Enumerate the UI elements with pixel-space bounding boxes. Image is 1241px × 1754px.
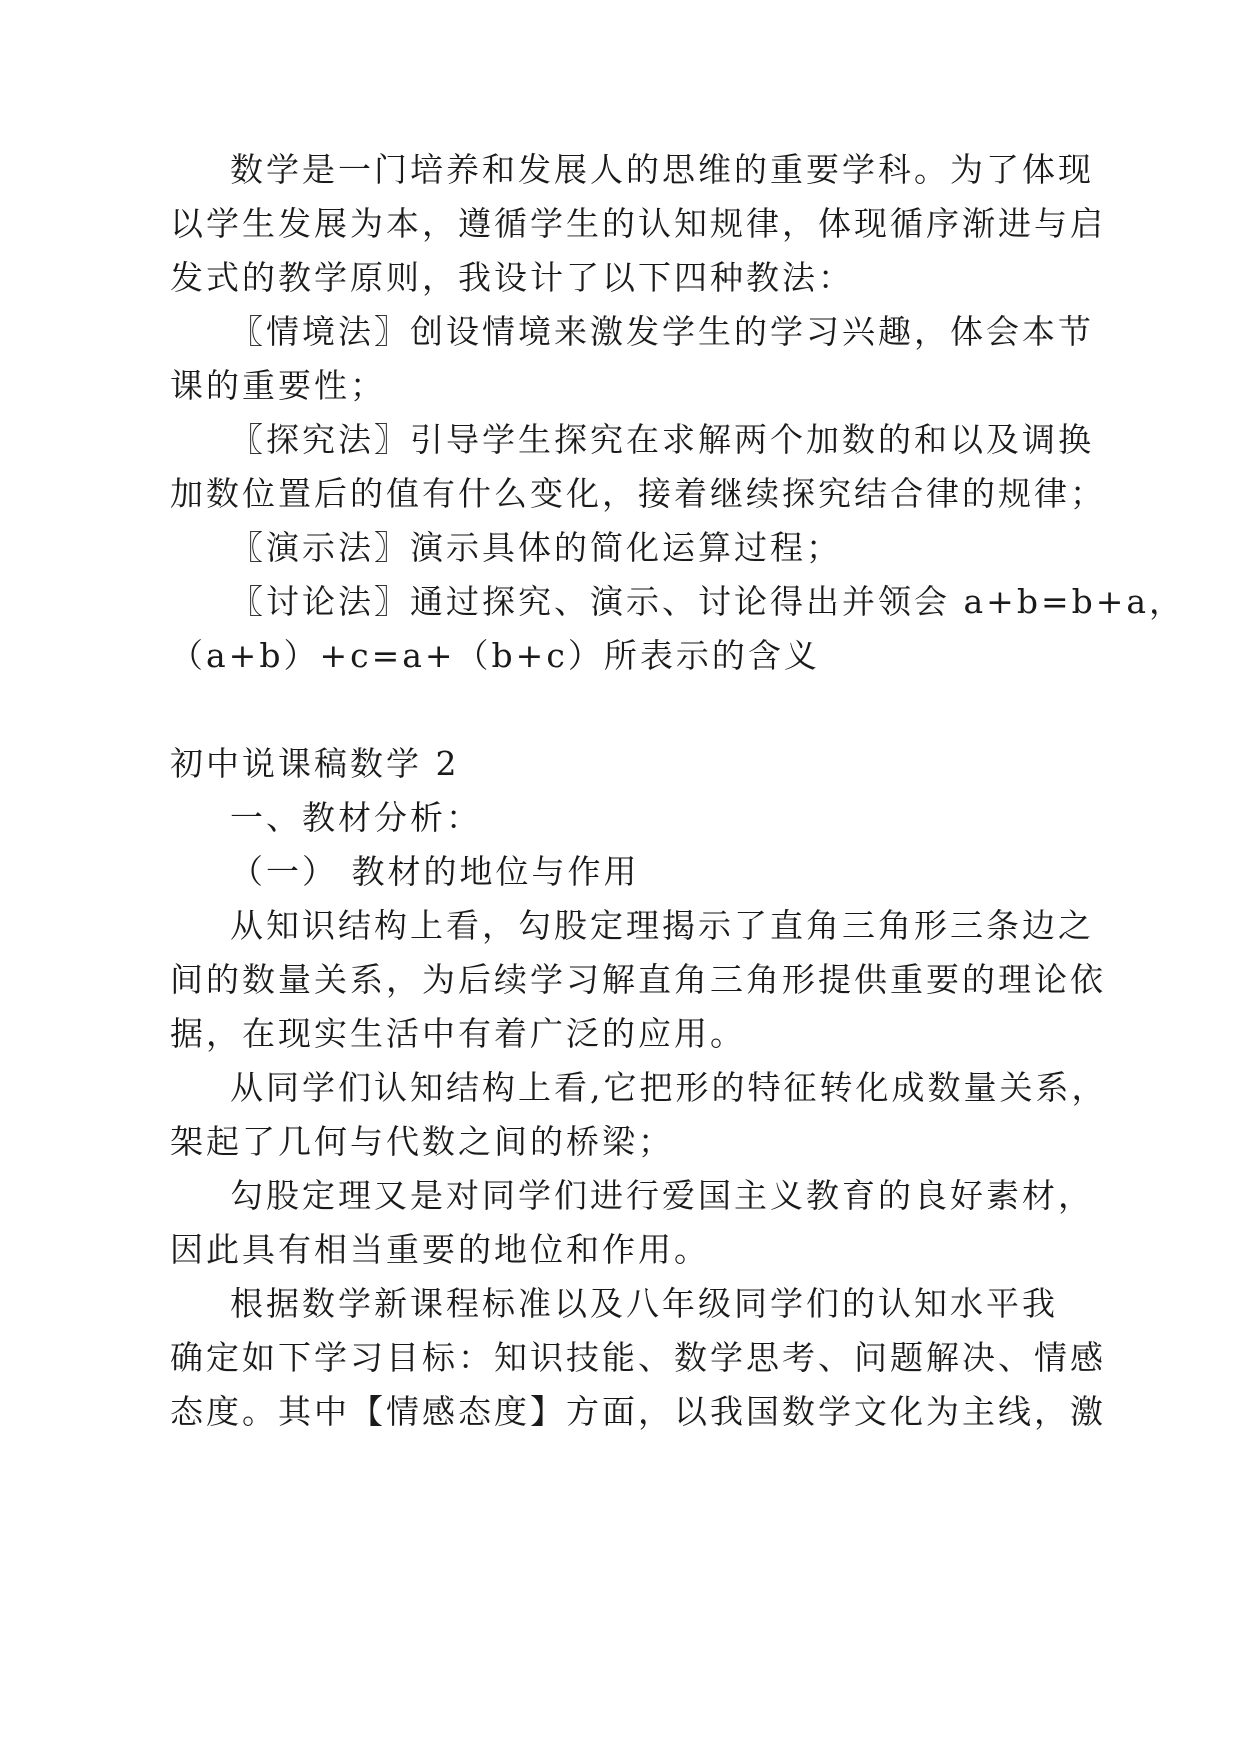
paragraph-line: （a+b）+c=a+（b+c）所表示的含义 xyxy=(170,636,820,675)
paragraph-line: 〖讨论法〗通过探究、演示、讨论得出并领会 a+b=b+a， xyxy=(230,582,1186,621)
paragraph-line: 架起了几何与代数之间的桥梁； xyxy=(170,1122,674,1161)
paragraph-line: 〖情境法〗创设情境来激发学生的学习兴趣，体会本节 xyxy=(230,312,1094,351)
paragraph-line: 〖探究法〗引导学生探究在求解两个加数的和以及调换 xyxy=(230,420,1094,459)
paragraph-line: 因此具有相当重要的地位和作用。 xyxy=(170,1230,710,1269)
paragraph-line: 从知识结构上看，勾股定理揭示了直角三角形三条边之 xyxy=(230,906,1094,945)
paragraph-line: 〖演示法〗演示具体的简化运算过程； xyxy=(230,528,842,567)
paragraph-line: 据，在现实生活中有着广泛的应用。 xyxy=(170,1014,746,1053)
paragraph-line: 数学是一门培养和发展人的思维的重要学科。为了体现 xyxy=(230,150,1094,189)
paragraph-line: 加数位置后的值有什么变化，接着继续探究结合律的规律； xyxy=(170,474,1106,513)
paragraph-line: 一、教材分析： xyxy=(230,798,482,837)
paragraph-line: 勾股定理又是对同学们进行爱国主义教育的良好素材， xyxy=(230,1176,1094,1215)
paragraph-line: 以学生发展为本，遵循学生的认知规律，体现循序渐进与启 xyxy=(170,204,1106,243)
paragraph-line: 间的数量关系，为后续学习解直角三角形提供重要的理论依 xyxy=(170,960,1106,999)
paragraph-line: 课的重要性； xyxy=(170,366,386,405)
paragraph-line: （一） 教材的地位与作用 xyxy=(230,852,640,891)
paragraph-line: 从同学们认知结构上看,它把形的特征转化成数量关系， xyxy=(230,1068,1108,1107)
paragraph-line: 根据数学新课程标准以及八年级同学们的认知水平我 xyxy=(230,1284,1058,1323)
paragraph-line: 确定如下学习目标：知识技能、数学思考、问题解决、情感 xyxy=(170,1338,1106,1377)
section-heading: 初中说课稿数学 2 xyxy=(170,744,460,783)
paragraph-line: 态度。其中【情感态度】方面，以我国数学文化为主线，激 xyxy=(170,1392,1106,1431)
paragraph-line: 发式的教学原则，我设计了以下四种教法： xyxy=(170,258,854,297)
